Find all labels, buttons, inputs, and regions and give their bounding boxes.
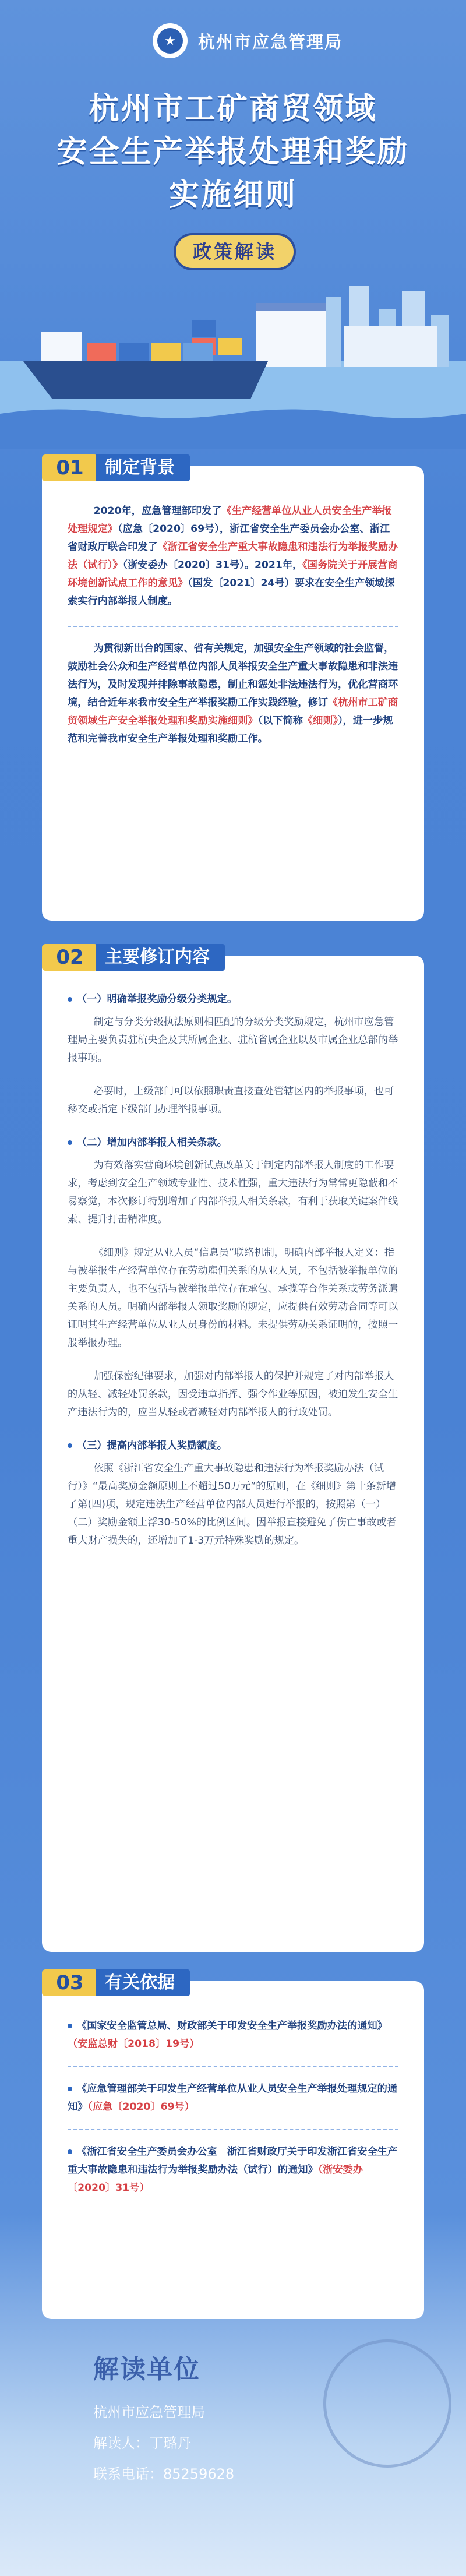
reference-item: 《浙江省安全生产委员会办公室 浙江省财政厅关于印发浙江省安全生产重大事故隐患和违法行为举报奖励办法（试行）的通知》（浙安委办〔2020〕31号） bbox=[68, 2146, 398, 2194]
revision-heading-3: （三）提高内部举报人奖励额度。 bbox=[68, 1437, 398, 1455]
page-title bbox=[0, 87, 466, 217]
brand-header bbox=[153, 23, 343, 58]
harbor-illustration bbox=[0, 274, 466, 449]
title-line-3: 实施细则 bbox=[168, 178, 297, 213]
bullet-icon bbox=[68, 1140, 72, 1145]
divider bbox=[68, 2066, 398, 2067]
footer-interpreter: 解读人：丁璐丹 bbox=[93, 2435, 191, 2451]
revision-heading-2: （二）增加内部举报人相关条款。 bbox=[68, 1134, 398, 1152]
footer-unit: 杭州市应急管理局 bbox=[93, 2404, 205, 2420]
footer-title: 解读单位 bbox=[93, 2355, 200, 2384]
section-title: 制定背景 bbox=[96, 454, 190, 481]
title-line-2: 安全生产举报处理和奖励 bbox=[57, 135, 409, 170]
title-line-1: 杭州市工矿商贸领域 bbox=[89, 91, 377, 126]
background-para-1: 2020年，应急管理部印发了《生产经营单位从业人员安全生产举报处理规定》（应急〔2020〕69号），浙江省安全生产委员会办公室、浙江省财政厅联合印发了《浙江省安全生产重大事故隐患和违法行为举报奖励办法（试行）》（浙安委办〔2020〕31号）。2021年，《国务院关于开展营商环境创新试点工作的意见》（国发〔2021〕24号）要求在安全生产领域探索实行内部举报人制度。 bbox=[68, 505, 398, 607]
revision-para: 依照《浙江省安全生产重大事故隐患和违法行为举报奖励办法（试行）》“最高奖励金额原则上不超过50万元”的原则，在《细则》第十条新增了第(四)项，规定违法生产经营单位内部人员进行举报的，按照第（一）（二）奖励金额上浮30-50%的比例区间。因举报直接避免了伤亡事故或者重大财产损失的，还增加了1-3万元特殊奖励的规定。 bbox=[68, 1463, 397, 1546]
section-number: 01 bbox=[42, 454, 98, 481]
bullet-icon bbox=[68, 2024, 72, 2028]
policy-badge: 政策解读 bbox=[174, 233, 296, 270]
section-background-card bbox=[42, 456, 424, 921]
bullet-icon bbox=[68, 997, 72, 1002]
footer-phone: 联系电话：85259628 bbox=[93, 2466, 235, 2482]
divider bbox=[68, 626, 398, 627]
section-title: 有关依据 bbox=[96, 1969, 190, 1996]
bullet-icon bbox=[68, 1443, 72, 1448]
section-number: 03 bbox=[42, 1969, 98, 1996]
seal-icon bbox=[323, 2339, 451, 2468]
revision-para: 为有效落实营商环境创新试点改革关于制定内部举报人制度的工作要求，考虑到安全生产领域专业性、技术性强，重大违法行为常常更隐蔽和不易察觉，本次修订特别增加了内部举报人相关条款，有利于获取关键案件线索、提升打击精准度。 bbox=[68, 1160, 398, 1225]
revision-heading-1: （一）明确举报奖励分级分类规定。 bbox=[68, 991, 398, 1009]
section-references-card bbox=[42, 1971, 424, 2319]
section-title: 主要修订内容 bbox=[96, 944, 225, 971]
revision-para: 加强保密纪律要求，加强对内部举报人的保护并规定了对内部举报人的从轻、减轻处罚条款，因受违章指挥、强令作业等原因，被迫发生安全生产违法行为的，应当从轻或者减轻对内部举报人的行政处罚。 bbox=[68, 1370, 398, 1418]
bullet-icon bbox=[68, 2149, 72, 2154]
org-name: 杭州市应急管理局 bbox=[198, 31, 343, 52]
background-para-2: 为贯彻新出台的国家、省有关规定，加强安全生产领域的社会监督，鼓励社会公众和生产经营单位内部人员举报安全生产重大事故隐患和非法违法行为，及时发现并排除事故隐患，制止和惩处非法违法行为，优化营商环境，结合近年来我市安全生产举报奖励工作实践经验，修订《杭州市工矿商贸领域生产安全举报处理和奖励实施细则》（以下简称《细则》），进一步规范和完善我市安全生产举报处理和奖励工作。 bbox=[68, 643, 398, 745]
emblem-icon: ★ bbox=[153, 23, 188, 58]
section-revisions-card bbox=[42, 946, 424, 1952]
reference-item: 《应急管理部关于印发生产经营单位从业人员安全生产举报处理规定的通知》（应急〔2020〕69号） bbox=[68, 2083, 398, 2113]
divider bbox=[68, 2129, 398, 2130]
revision-para: 制定与分类分级执法原则相匹配的分级分类奖励规定，杭州市应急管理局主要负责驻杭央企及其所属企业、驻杭省属企业以及市属企业总部的举报事项。 bbox=[68, 1016, 398, 1064]
bullet-icon bbox=[68, 2087, 72, 2091]
footer bbox=[93, 2348, 234, 2493]
revision-para: 必要时，上级部门可以依照职责直接查处管辖区内的举报事项，也可移交或指定下级部门办理举报事项。 bbox=[68, 1086, 394, 1115]
section-number: 02 bbox=[42, 944, 98, 971]
revision-para: 《细则》规定从业人员“信息员”联络机制，明确内部举报人定义：指与被举报生产经营单位存在劳动雇佣关系的从业人员，不包括被举报单位的主要负责人，也不包括与被举报单位存在承包、承揽等合作关系或劳务派遣关系的人员。明确内部举报人领取奖励的规定，应提供有效劳动合同等可以证明其生产经营单位从业人员身份的材料。未提供劳动关系证明的，按照一般举报办理。 bbox=[68, 1247, 398, 1349]
reference-item: 《国家安全监管总局、财政部关于印发安全生产举报奖励办法的通知》（安监总财〔2018〕19号） bbox=[68, 2020, 387, 2050]
